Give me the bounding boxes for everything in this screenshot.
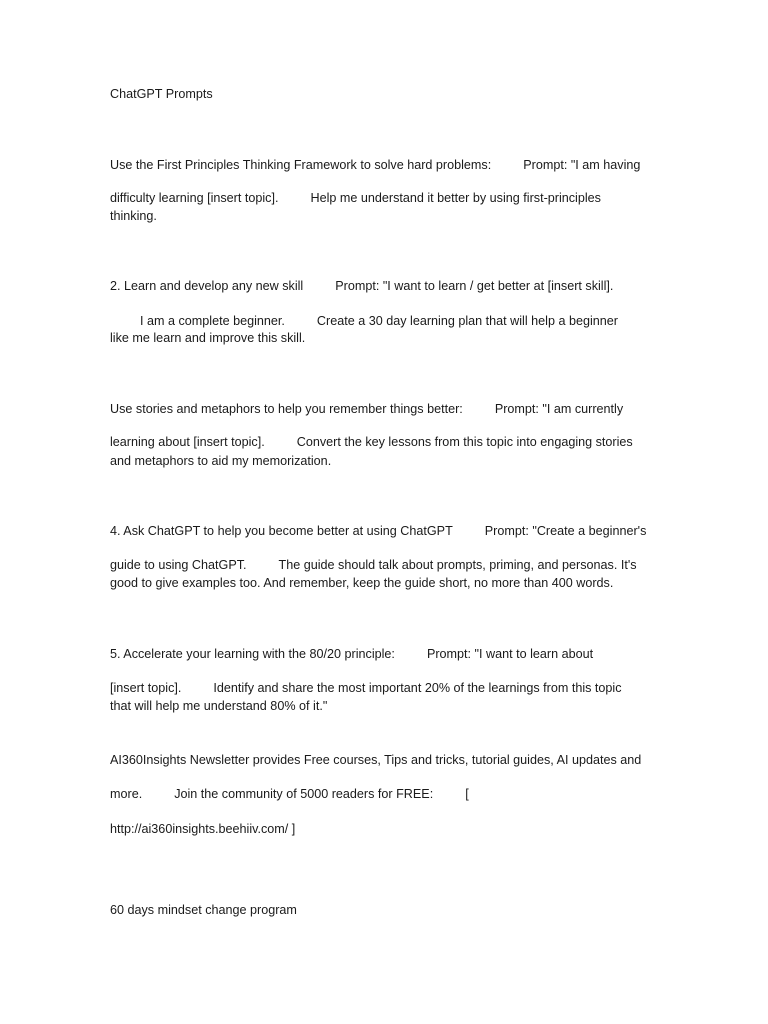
section-3-prompt-start: Prompt: "I am currently <box>494 402 624 416</box>
section-1-heading-line <box>110 156 670 174</box>
section-1-text-a: difficulty learning [insert topic]. <box>110 191 279 205</box>
section-5-heading: 5. Accelerate your learning with the 80/20 principle: <box>110 647 395 661</box>
section-2-line-2 <box>110 312 670 330</box>
section-3-text-a: learning about [insert topic]. <box>110 435 265 449</box>
footer-program-title: 60 days mindset change program <box>110 903 297 917</box>
section-2-text-b: Create a 30 day learning plan that will help a beginner <box>316 314 618 328</box>
section-2-heading: 2. Learn and develop any new skill <box>110 279 304 293</box>
section-3-heading-line <box>110 400 670 418</box>
section-4-text-b: The guide should talk about prompts, priming, and personas. It's <box>278 558 637 572</box>
section-4-heading: 4. Ask ChatGPT to help you become better at using ChatGPT <box>110 524 453 538</box>
section-3-heading: Use stories and metaphors to help you remember things better: <box>110 402 463 416</box>
promo-url[interactable]: http://ai360insights.beehiiv.com/ ] <box>110 822 296 836</box>
section-4-text-a: guide to using ChatGPT. <box>110 558 247 572</box>
section-2-heading-line <box>110 277 670 295</box>
section-5-text-a: [insert topic]. <box>110 681 182 695</box>
section-2-prompt-start: Prompt: "I want to learn / get better at [insert skill]. <box>335 279 614 293</box>
section-1-text-b: Help me understand it better by using first-principles <box>310 191 601 205</box>
section-5-heading-line <box>110 645 670 663</box>
section-5-line-2 <box>110 679 670 697</box>
section-4-line-3: good to give examples too. And remember, keep the guide short, no more than 400 words. <box>110 576 614 590</box>
section-3-text-b: Convert the key lessons from this topic into engaging stories <box>296 435 633 449</box>
section-5-line-3: that will help me understand 80% of it." <box>110 699 328 713</box>
section-3-line-3: and metaphors to aid my memorization. <box>110 454 332 468</box>
section-1-line-2 <box>110 189 670 207</box>
section-4-heading-line <box>110 522 670 540</box>
promo-join-text: Join the community of 5000 readers for FREE: <box>174 787 434 801</box>
section-1-line-3: thinking. <box>110 209 157 223</box>
promo-text-more: more. <box>110 787 143 801</box>
section-3-line-2 <box>110 433 670 451</box>
promo-bracket-open: [ <box>465 787 469 801</box>
section-4-prompt-start: Prompt: "Create a beginner's <box>484 524 647 538</box>
promo-line-1: AI360Insights Newsletter provides Free courses, Tips and tricks, tutorial guides, AI updates and <box>110 753 642 767</box>
section-1-heading: Use the First Principles Thinking Framework to solve hard problems: <box>110 158 492 172</box>
document-title: ChatGPT Prompts <box>110 87 213 101</box>
section-1-prompt-start: Prompt: "I am having <box>523 158 641 172</box>
section-2-line-3: like me learn and improve this skill. <box>110 331 306 345</box>
section-2-text-a: I am a complete beginner. <box>140 314 285 328</box>
section-4-line-2 <box>110 556 670 574</box>
section-5-prompt-start: Prompt: "I want to learn about <box>426 647 594 661</box>
section-5-text-b: Identify and share the most important 20% of the learnings from this topic <box>213 681 622 695</box>
promo-line-2 <box>110 785 670 803</box>
